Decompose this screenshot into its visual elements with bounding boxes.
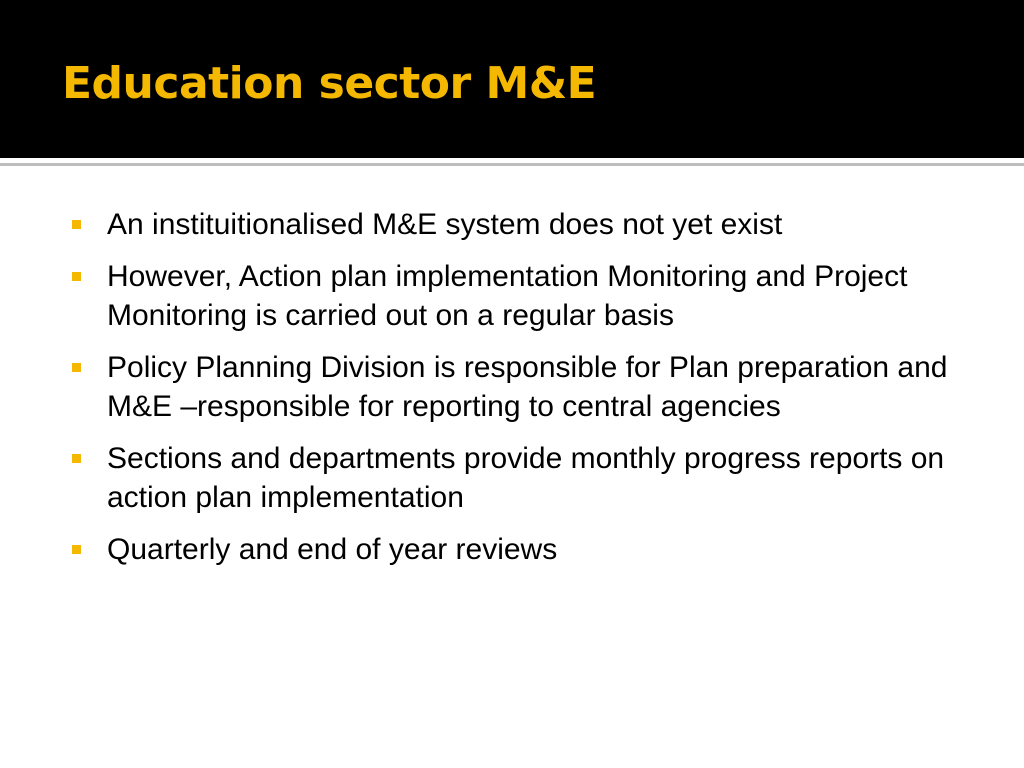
bullet-item: [72, 348, 952, 426]
square-bullet-icon: [72, 272, 81, 281]
bullet-item: [72, 257, 952, 335]
square-bullet-icon: [72, 545, 81, 554]
square-bullet-icon: [72, 363, 81, 372]
square-bullet-icon: [72, 220, 81, 229]
bullet-text: Quarterly and end of year reviews: [107, 533, 558, 566]
bullet-text: Policy Planning Division is responsible for Plan preparation and M&E –responsible for reporting to central agencies: [107, 351, 948, 423]
title-bar: [0, 0, 1024, 158]
bullet-item: [72, 530, 952, 569]
bullet-text: An instituitionalised M&E system does not yet exist: [107, 208, 783, 241]
bullet-text: However, Action plan implementation Monitoring and Project Monitoring is carried out on a regular basis: [107, 260, 908, 332]
square-bullet-icon: [72, 454, 81, 463]
bullet-item: [72, 205, 952, 244]
slide-title: Education sector M&E: [62, 58, 597, 109]
title-divider: [0, 163, 1024, 166]
bullet-text: Sections and departments provide monthly progress reports on action plan implementation: [107, 442, 945, 514]
bullet-list: [72, 205, 952, 582]
bullet-item: [72, 439, 952, 517]
